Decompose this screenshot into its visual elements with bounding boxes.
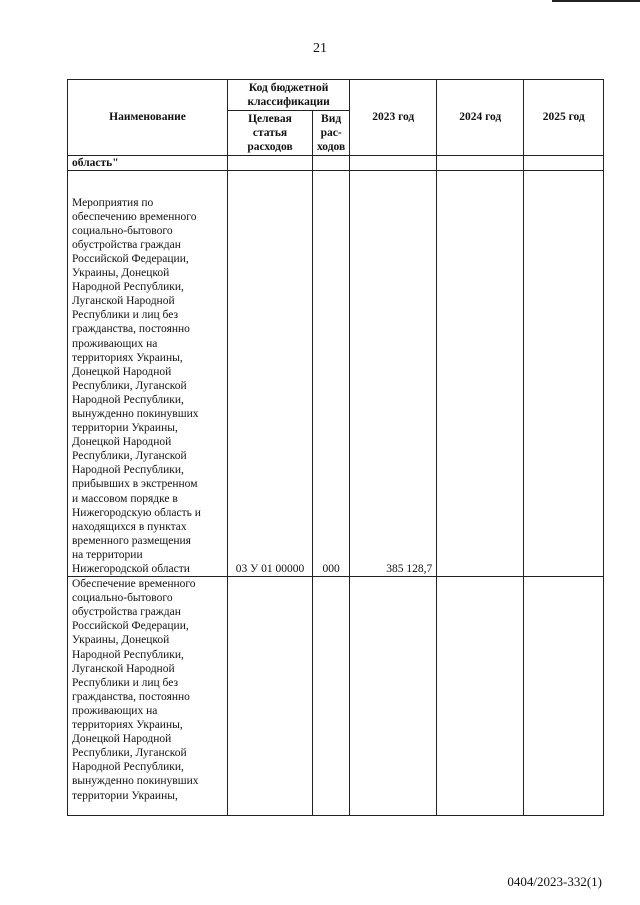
- row-name: Обеспечение временного социально-бытового обустройства граждан Российской Федерации, Украины, Донецкой Народной Республики, Луганской Народной Республики и лиц без гражданства, постоянно проживающих на территориях Украины, Донецкой Народной Республики, Луганской Народной Республики, вынужденно покинувших территории Украины,: [68, 577, 228, 816]
- row-value-2024: [437, 577, 524, 816]
- row-name: область": [68, 156, 228, 171]
- header-2025: 2025 год: [524, 80, 604, 156]
- scan-edge-mark: [552, 0, 640, 6]
- document-code: 0404/2023-332(1): [507, 874, 602, 889]
- header-2024: 2024 год: [437, 80, 524, 156]
- row-target-article: [228, 577, 313, 816]
- row-value-2025: [524, 577, 604, 816]
- row-value-2024: [437, 171, 524, 577]
- row-name: Мероприятия по обеспечению временного социально-бытового обустройства граждан Российской Федерации, Украины, Донецкой Народной Республики, Луганской Народной Республики и лиц без гражданства, постоянно проживающих на территориях Украины, Донецкой Народной Республики, Луганской Народной Республики, вынужденно покинувших территории Украины, Донецкой Народной Республики, Луганской Народной Республики, прибывших в экстренном и массовом порядке в Нижегородскую область и находящихся в пунктах временного размещения на территории Нижегородской области: [68, 171, 228, 577]
- header-expense-kind: Вид рас-ходов: [313, 111, 350, 156]
- row-expense-kind: [313, 577, 350, 816]
- row-value-2023: 385 128,7: [350, 171, 437, 577]
- table-row: [68, 156, 604, 171]
- budget-table: [67, 79, 604, 816]
- table-row: [68, 577, 604, 816]
- header-2023: 2023 год: [350, 80, 437, 156]
- header-budget-code: Код бюджетной классификации: [228, 80, 350, 111]
- table-row: [68, 171, 604, 577]
- row-target-article: 03 У 01 00000: [228, 171, 313, 577]
- row-expense-kind: 000: [313, 171, 350, 577]
- header-name: Наименование: [68, 80, 228, 156]
- row-value-2025: [524, 171, 604, 577]
- row-value-2023: [350, 577, 437, 816]
- header-target-article: Целевая статья расходов: [228, 111, 313, 156]
- page-number: 21: [313, 41, 327, 56]
